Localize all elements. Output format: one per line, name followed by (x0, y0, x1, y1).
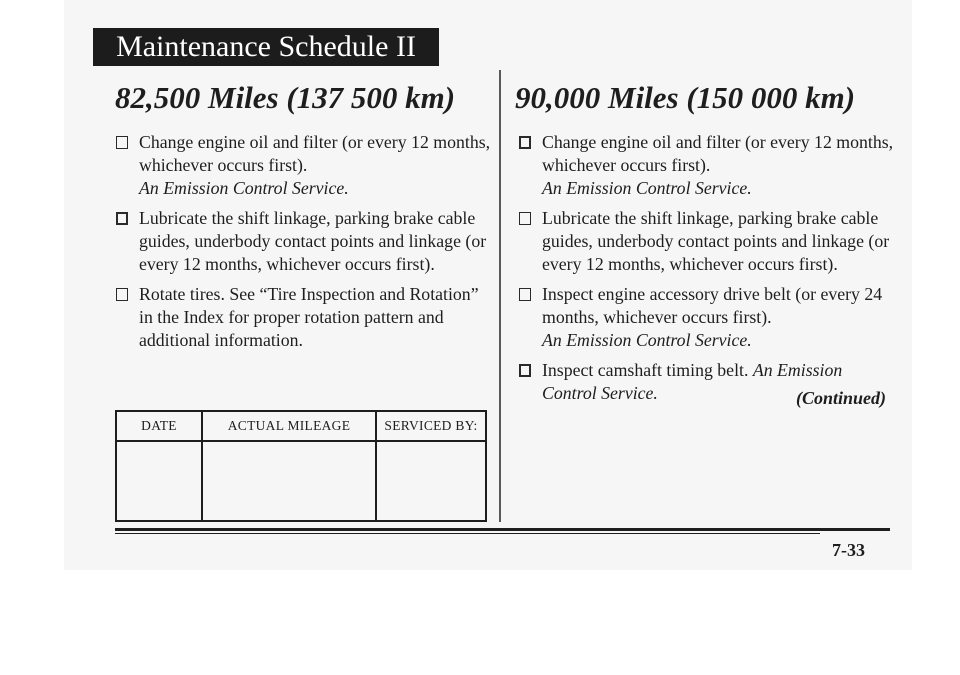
item-text: Rotate tires. See “Tire Inspection and Rotation” in the Index for proper rotation pattern and additional information. (139, 284, 479, 350)
table-header-mileage: ACTUAL MILEAGE (202, 411, 376, 441)
date-cell[interactable] (116, 441, 202, 521)
checklist-item (115, 283, 495, 352)
checklist-item (115, 207, 495, 276)
checklist-item (518, 207, 898, 276)
table-header-date: DATE (116, 411, 202, 441)
table-row (116, 441, 486, 521)
checkbox-icon[interactable] (519, 288, 531, 301)
left-section-title: 82,500 Miles (137 500 km) (115, 80, 456, 115)
page-number: 7-33 (832, 540, 865, 560)
checklist-item (518, 131, 898, 200)
item-text: Inspect engine accessory drive belt (or every 24 months, whichever occurs first). (542, 284, 883, 327)
table-header-serviced-by: SERVICED BY: (376, 411, 486, 441)
continued-label: (Continued) (795, 388, 886, 408)
checkbox-icon[interactable] (519, 364, 531, 377)
checkbox-icon[interactable] (519, 136, 531, 149)
left-checklist (115, 131, 495, 359)
service-record-table (115, 410, 487, 522)
page-header: Maintenance Schedule II (93, 28, 439, 66)
item-text: Lubricate the shift linkage, parking brake cable guides, underbody contact points and linkage (or every 12 months, whichever occurs first). (542, 208, 890, 274)
right-section-title: 90,000 Miles (150 000 km) (515, 80, 856, 115)
checkbox-icon[interactable] (116, 288, 128, 301)
checkbox-icon[interactable] (519, 212, 531, 225)
checkbox-icon[interactable] (116, 212, 128, 225)
checklist-item (518, 283, 898, 352)
checkbox-icon[interactable] (116, 136, 128, 149)
serviced-by-cell[interactable] (376, 441, 486, 521)
checklist-item (115, 131, 495, 200)
item-note: An Emission Control Service. (542, 330, 752, 350)
item-note: An Emission Control Service. (542, 360, 843, 403)
footer-rule-thin (115, 533, 820, 534)
footer-rule (115, 528, 890, 531)
item-note: An Emission Control Service. (139, 178, 349, 198)
item-text: Change engine oil and filter (or every 12 months, whichever occurs first). (542, 132, 894, 175)
mileage-cell[interactable] (202, 441, 376, 521)
item-text: Lubricate the shift linkage, parking brake cable guides, underbody contact points and linkage (or every 12 months, whichever occurs first). (139, 208, 487, 274)
column-divider (499, 70, 501, 522)
item-text: Inspect camshaft timing belt. (542, 360, 749, 380)
right-checklist (518, 131, 898, 412)
item-text: Change engine oil and filter (or every 12 months, whichever occurs first). (139, 132, 491, 175)
item-note: An Emission Control Service. (542, 178, 752, 198)
